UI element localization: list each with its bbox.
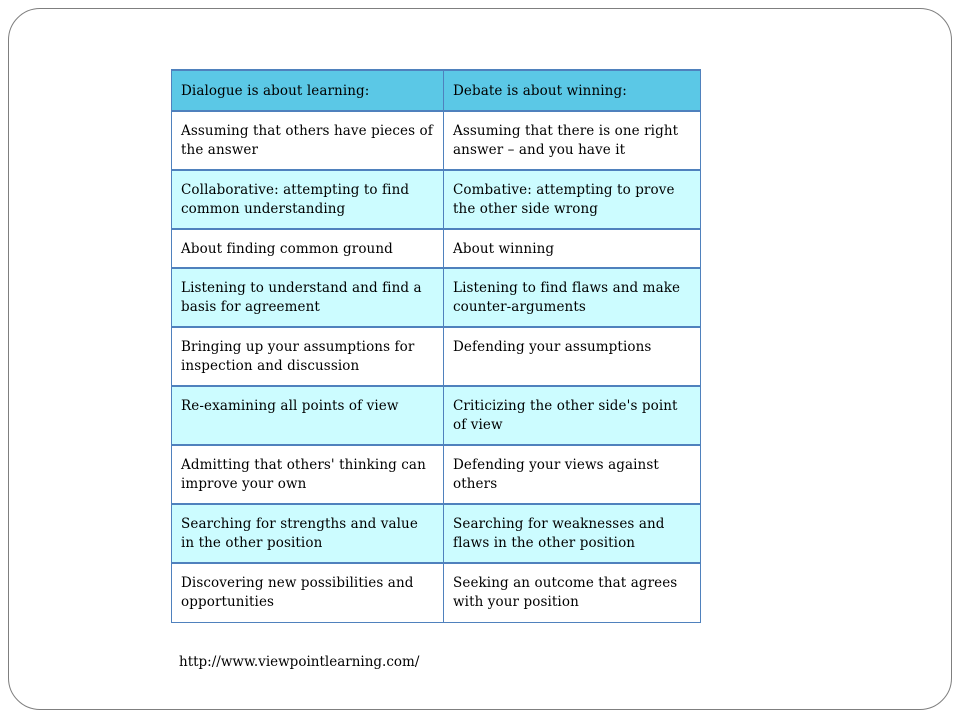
table-header-row [172, 70, 701, 111]
dialogue-text: Assuming that others have pieces of the answer [181, 123, 433, 158]
dialogue-text: Searching for strengths and value in the other position [181, 516, 418, 551]
debate-cell [444, 327, 701, 386]
table-row [172, 268, 701, 327]
debate-cell [444, 170, 701, 229]
header-debate-label: Debate is about winning: [453, 83, 627, 99]
debate-cell [444, 386, 701, 445]
dialogue-text: Discovering new possibilities and opportunities [181, 575, 414, 610]
table-row [172, 111, 701, 170]
debate-text: Seeking an outcome that agrees with your position [453, 575, 678, 610]
debate-text: Criticizing the other side's point of view [453, 398, 678, 433]
table-row [172, 170, 701, 229]
dialogue-cell [172, 268, 444, 327]
debate-cell [444, 111, 701, 170]
debate-text: Assuming that there is one right answer – and you have it [453, 123, 679, 158]
table-row [172, 229, 701, 268]
debate-text: Defending your assumptions [453, 339, 652, 355]
dialogue-cell [172, 170, 444, 229]
table-row [172, 504, 701, 563]
dialogue-cell [172, 504, 444, 563]
debate-cell [444, 504, 701, 563]
source-url-link[interactable]: http://www.viewpointlearning.com/ [179, 654, 420, 670]
dialogue-cell [172, 229, 444, 268]
dialogue-cell [172, 445, 444, 504]
debate-text: About winning [453, 241, 555, 257]
dialogue-cell [172, 386, 444, 445]
debate-text: Listening to find flaws and make counter-arguments [453, 280, 681, 315]
dialogue-text: Collaborative: attempting to find common understanding [181, 182, 410, 217]
debate-text: Combative: attempting to prove the other side wrong [453, 182, 675, 217]
dialogue-cell [172, 327, 444, 386]
table-row [172, 445, 701, 504]
dialogue-text: Bringing up your assumptions for inspection and discussion [181, 339, 415, 374]
dialogue-debate-table [171, 69, 701, 623]
dialogue-text: Re-examining all points of view [181, 398, 399, 414]
table-row [172, 327, 701, 386]
table-row [172, 386, 701, 445]
header-cell-dialogue [172, 70, 444, 111]
debate-cell [444, 268, 701, 327]
dialogue-text: Listening to understand and find a basis for agreement [181, 280, 422, 315]
debate-cell [444, 563, 701, 622]
dialogue-cell [172, 563, 444, 622]
header-cell-debate [444, 70, 701, 111]
debate-text: Defending your views against others [453, 457, 659, 492]
dialogue-text: About finding common ground [181, 241, 393, 257]
debate-cell [444, 229, 701, 268]
debate-cell [444, 445, 701, 504]
dialogue-cell [172, 111, 444, 170]
debate-text: Searching for weaknesses and flaws in the other position [453, 516, 665, 551]
table-row [172, 563, 701, 622]
dialogue-text: Admitting that others' thinking can improve your own [181, 457, 426, 492]
header-dialogue-label: Dialogue is about learning: [181, 83, 370, 99]
